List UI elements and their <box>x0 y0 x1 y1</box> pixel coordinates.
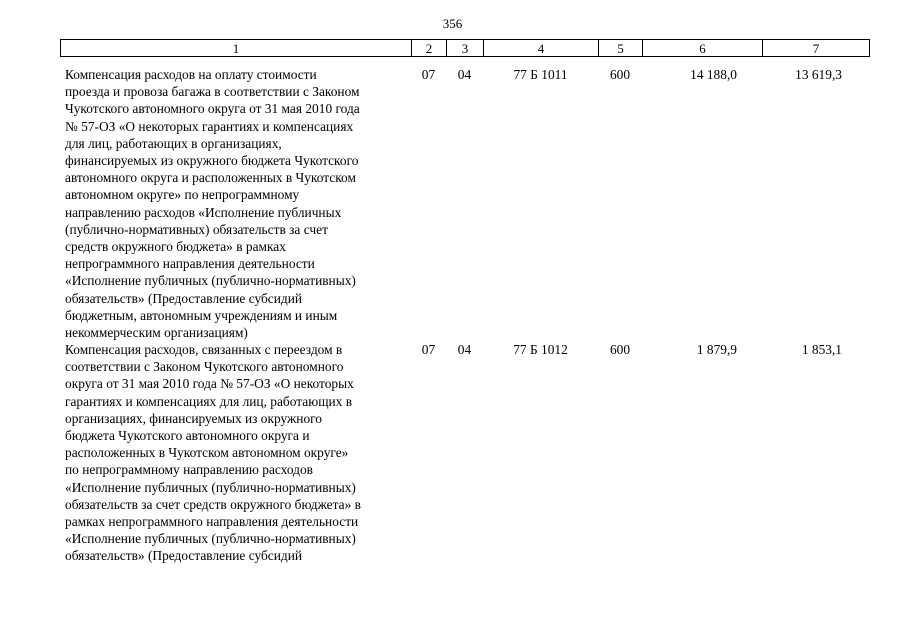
column-header-2: 2 <box>411 39 446 57</box>
amount-executed: 13 619,3 <box>795 67 842 82</box>
amount-planned: 1 879,9 <box>696 342 737 357</box>
column-header-6: 6 <box>642 39 762 57</box>
column-header-1: 1 <box>60 39 411 57</box>
column-header-5: 5 <box>598 39 642 57</box>
subsection-code: 04 <box>457 67 472 82</box>
page-number: 356 <box>442 16 463 31</box>
expense-type-code: 600 <box>609 342 631 357</box>
subsection-code: 04 <box>457 342 472 357</box>
table-header <box>60 39 870 57</box>
column-header-3: 3 <box>446 39 483 57</box>
column-header-4: 4 <box>483 39 598 57</box>
row-description: Компенсация расходов на оплату стоимости проезда и провоза багажа в соответствии с Законом Чукотского автономного округа от 31 мая 2010 года № 57-ОЗ «О некоторых гарантиях и компенсациях для лиц, работающих в организациях, финансируемых из окружного бюджета Чукотского автономного округа и расположенных в Чукотском автономном округе» по непрограммному направлению расходов «Исполнение публичных (публично-нормативных) обязательств за счет средств окружного бюджета» в рамках непрограммного направления деятельности «Исполнение публичных (публично-нормативных) обязательств» (Предоставление субсидий бюджетным, автономным учреждениям и иным некоммерческим организациям) <box>65 67 360 341</box>
amount-planned: 14 188,0 <box>690 67 737 82</box>
row-description: Компенсация расходов, связанных с переездом в соответствии с Законом Чукотского автономного округа от 31 мая 2010 года № 57-ОЗ «О некоторых гарантиях и компенсациях для лиц, работающих в организациях, финансируемых из окружного бюджета Чукотского автономного округа и расположенных в Чукотском автономном округе» по непрограммному направлению расходов «Исполнение публичных (публично-нормативных) обязательств за счет средств окружного бюджета» в рамках непрограммного направления деятельности «Исполнение публичных (публично-нормативных) обязательств» (Предоставление субсидий <box>65 342 361 564</box>
expense-type-code: 600 <box>609 67 631 82</box>
section-code: 07 <box>421 342 436 357</box>
amount-executed: 1 853,1 <box>801 342 842 357</box>
target-article-code: 77 Б 1012 <box>513 342 568 357</box>
section-code: 07 <box>421 67 436 82</box>
column-header-7: 7 <box>762 39 870 57</box>
target-article-code: 77 Б 1011 <box>513 67 568 82</box>
